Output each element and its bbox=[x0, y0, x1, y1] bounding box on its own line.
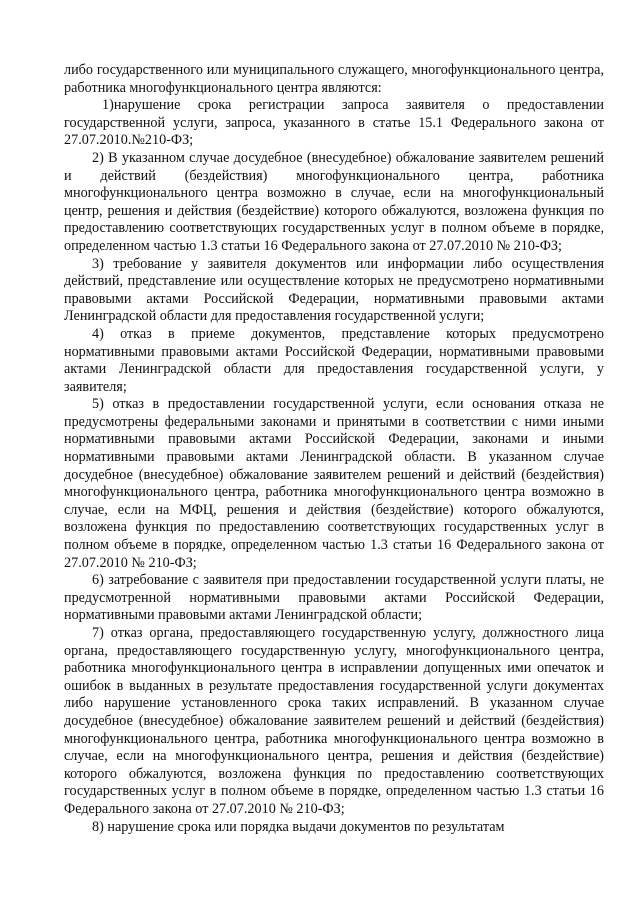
paragraph-continuation: либо государственного или муниципального служащего, многофункционального центра, работника многофункционального центра являются: bbox=[64, 62, 604, 96]
paragraph-item-6: 6) затребование с заявителя при предоставлении государственной услуги платы, не предусмотренной нормативными правовыми актами Российской Федерации, нормативными правовыми актами Ленинградской области; bbox=[64, 572, 604, 624]
paragraph-item-2: 2) В указанном случае досудебное (внесудебное) обжалование заявителем решений и действий (бездействия) многофункционального центра, работника многофункционального центра возможно в случае, если на многофункциональный центр, решения и действия (бездействие) которого обжалуются, возложена функция по предоставлению соответствующих государственных услуг в полном объеме в порядке, определенном частью 1.3 статьи 16 Федерального закона от 27.07.2010 № 210-ФЗ; bbox=[64, 149, 604, 254]
paragraph-item-4: 4) отказ в приеме документов, представление которых предусмотрено нормативными правовыми актами Российской Федерации, нормативными правовыми актами Ленинградской области для предоставления государственной услуги, у заявителя; bbox=[64, 325, 604, 395]
paragraph-item-1: 1)нарушение срока регистрации запроса заявителя о предоставлении государственной услуги, запроса, указанного в статье 15.1 Федерального закона от 27.07.2010.№210-ФЗ; bbox=[64, 97, 604, 149]
paragraph-item-8: 8) нарушение срока или порядка выдачи документов по результатам bbox=[92, 818, 505, 835]
paragraph-item-3: 3) требование у заявителя документов или информации либо осуществления действий, представление или осуществление которых не предусмотрено нормативными правовыми актами Российской Федерации, нормативными правовыми актами Ленинградской области для предоставления государственной услуги; bbox=[64, 255, 604, 325]
paragraph-item-7: 7) отказ органа, предоставляющего государственную услугу, должностного лица органа, предоставляющего государственную услугу, многофункционального центра, работника многофункционального центра в исправлении допущенных ими опечаток и ошибок в выданных в результате предоставления государственной услуги документах либо нарушение установленного срока таких исправлений. В указанном случае досудебное (внесудебное) обжалование заявителем решений и действий (бездействия) многофункционального центра, работника многофункционального центра возможно в случае, если на многофункционального центра, решения и действия (бездействие) которого обжалуются, возложена функция по предоставлению соответствующих государственных услуг в полном объеме в порядке, определенном частью 1.3 статьи 16 Федерального закона от 27.07.2010 № 210-ФЗ; bbox=[64, 625, 604, 817]
document-page bbox=[64, 62, 604, 836]
paragraph-item-5: 5) отказ в предоставлении государственной услуги, если основания отказа не предусмотрены федеральными законами и принятыми в соответствии с ними иными нормативными правовыми актами Российской Федерации, законами и иными нормативными правовыми актами Ленинградской области. В указанном случае досудебное (внесудебное) обжалование заявителем решений и действий (бездействия) многофункционального центра, работника многофункционального центра возможно в случае, если на МФЦ, решения и действия (бездействие) которого обжалуются, возложена функция по предоставлению соответствующих государственных услуг в полном объеме в порядке, определенном частью 1.3 статьи 16 Федерального закона от 27.07.2010 № 210-ФЗ; bbox=[64, 396, 604, 571]
